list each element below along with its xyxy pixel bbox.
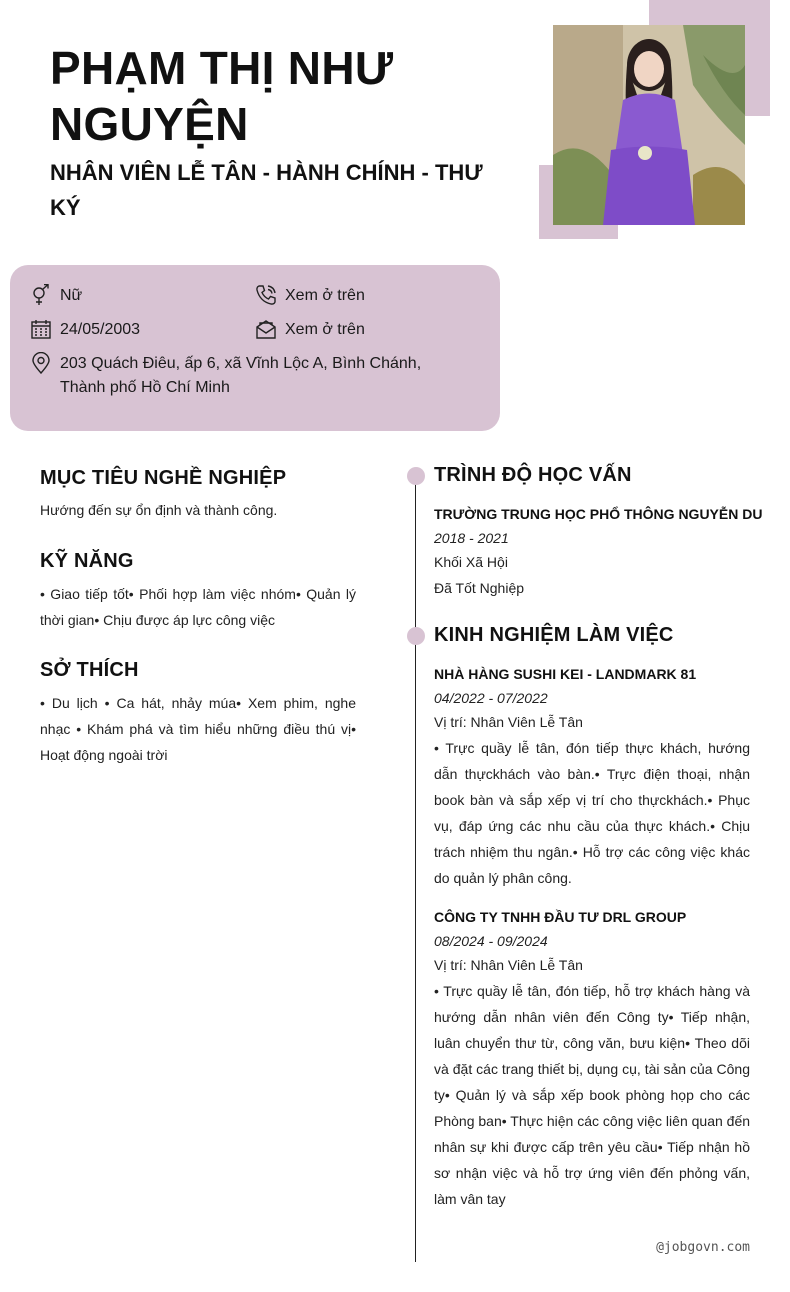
education-heading: TRÌNH ĐỘ HỌC VẤN (434, 464, 632, 486)
info-email (255, 318, 365, 342)
experience-marker (407, 627, 425, 645)
education-marker (407, 467, 425, 485)
candidate-name: PHẠM THỊ NHƯ NGUYỆN (50, 42, 394, 150)
job-position: Vị trí: Nhân Viên Lễ Tân (434, 714, 583, 730)
watermark: @jobgovn.com (656, 1240, 750, 1255)
email-value: Xem ở trên (285, 321, 365, 338)
personal-info-card (10, 265, 500, 431)
calendar-icon (30, 318, 52, 340)
skills-heading: KỸ NĂNG (40, 550, 134, 572)
job-description: • Trực quầy lễ tân, đón tiếp thực khách, hướng dẫn thựckhách vào bàn.• Trực điện thoại, nhận book bàn và sắp xếp vị trí cho thựckhách.• Phục vụ, đáp ứng các nhu cầu của thực khách.• Chịu trách nhiệm thu ngân.• Hỗ trợ các công việc khác do quản lý phân công. (434, 740, 750, 886)
address-value: 203 Quách Điêu, ấp 6, xã Vĩnh Lộc A, Bình Chánh, Thành phố Hồ Chí Minh (60, 355, 422, 396)
education-status: Đã Tốt Nghiệp (434, 580, 525, 596)
job-period: 04/2022 - 07/2022 (434, 690, 548, 706)
info-gender (30, 284, 82, 308)
skills-text: • Giao tiếp tốt• Phối hợp làm việc nhóm• Quản lý thời gian• Chịu được áp lực công việc (40, 586, 356, 628)
objective-text: Hướng đến sự ổn định và thành công. (40, 502, 278, 518)
timeline-line (415, 476, 416, 1262)
phone-value: Xem ở trên (285, 287, 365, 304)
education-school: TRƯỜNG TRUNG HỌC PHỔ THÔNG NGUYỄN DU (434, 506, 763, 522)
education-period: 2018 - 2021 (434, 530, 509, 546)
profile-photo (553, 25, 745, 225)
phone-icon (255, 284, 277, 306)
hobbies-text: • Du lịch • Ca hát, nhảy múa• Xem phim, nghe nhạc • Khám phá và tìm hiểu những điều thú vị• Hoạt động ngoài trời (40, 695, 356, 763)
job-description: • Trực quầy lễ tân, đón tiếp, hỗ trợ khách hàng và hướng dẫn nhân viên đến Công ty• Tiếp nhận, luân chuyển thư từ, công văn, bưu kiện• Theo dõi và đặt các trang thiết bị, dụng cụ, tài sản của Công ty• Quản lý và sắp xếp book phòng họp cho các Phòng ban• Thực hiện các công việc liên quan đến nhân sự khi được cấp trên yêu cầu• Tiếp nhận hồ sơ nhận việc và hỗ trợ ứng viên đến phỏng vấn, làm vân tay (434, 983, 751, 1207)
job-company: CÔNG TY TNHH ĐẦU TƯ DRL GROUP (434, 909, 687, 925)
gender-value: Nữ (60, 287, 83, 304)
job-title: NHÂN VIÊN LỄ TÂN - HÀNH CHÍNH - THƯ KÝ (50, 160, 483, 220)
info-address (30, 352, 470, 400)
email-icon (255, 318, 277, 340)
gender-icon (30, 284, 52, 306)
education-major: Khối Xã Hội (434, 554, 508, 570)
job-position: Vị trí: Nhân Viên Lễ Tân (434, 957, 583, 973)
job-company: NHÀ HÀNG SUSHI KEI - LANDMARK 81 (434, 666, 697, 682)
info-phone (255, 284, 365, 308)
birthdate-value: 24/05/2003 (60, 321, 141, 338)
info-birthdate (30, 318, 140, 342)
job-period: 08/2024 - 09/2024 (434, 933, 548, 949)
objective-heading: MỤC TIÊU NGHỀ NGHIỆP (40, 467, 287, 489)
location-pin-icon (30, 352, 52, 374)
experience-heading: KINH NGHIỆM LÀM VIỆC (434, 624, 674, 646)
hobbies-heading: SỞ THÍCH (40, 659, 139, 681)
